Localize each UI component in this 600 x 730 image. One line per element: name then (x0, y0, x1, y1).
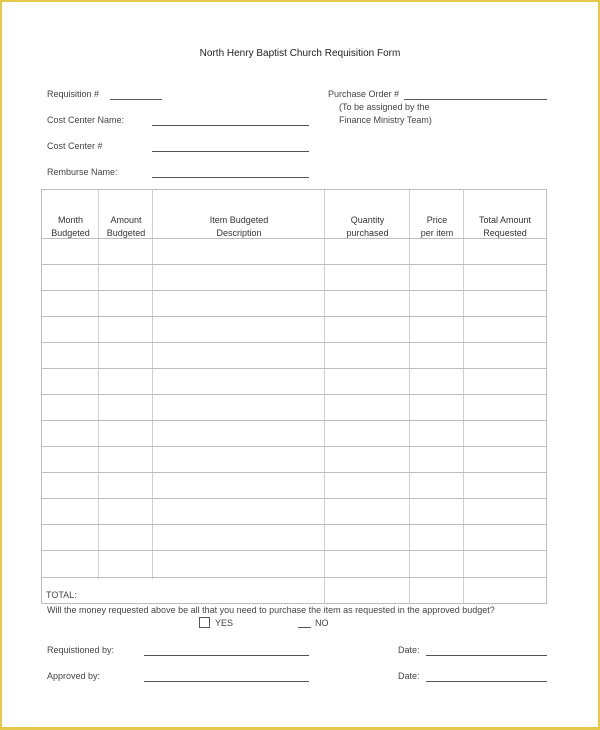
purchase-order-label: Purchase Order # (328, 89, 400, 99)
reimburse-name-field[interactable] (152, 177, 309, 178)
row-divider (42, 316, 546, 317)
row-divider (42, 446, 546, 447)
column-header-description: Item Budgeted Description (209, 215, 269, 238)
purchase-order-field[interactable] (404, 99, 547, 100)
column-header-month: Month Budgeted (51, 215, 90, 238)
row-divider (42, 290, 546, 291)
row-divider (42, 342, 546, 343)
column-divider (98, 190, 99, 579)
column-header-price: Price per item (420, 215, 454, 238)
cost-center-number-field[interactable] (152, 151, 309, 152)
column-header-amount: Amount Budgeted (106, 215, 146, 238)
row-divider (42, 420, 546, 421)
yes-label: YES (215, 618, 234, 628)
no-label: NO (315, 618, 329, 628)
column-header-quantity: Quantity purchased (346, 215, 389, 238)
row-divider (42, 498, 546, 499)
date-label-1: Date: (398, 645, 420, 655)
no-checkbox[interactable] (298, 627, 311, 628)
yes-checkbox[interactable] (199, 617, 210, 628)
cost-center-name-field[interactable] (152, 125, 309, 126)
row-divider (42, 524, 546, 525)
row-divider (42, 550, 546, 551)
requisitioned-by-label: Requistioned by: (47, 645, 115, 655)
purchase-order-note-2: Finance Ministry Team) (339, 115, 432, 125)
reimburse-name-label: Remburse Name: (47, 167, 118, 177)
column-divider (409, 190, 410, 603)
column-divider (463, 190, 464, 603)
requisition-table (41, 189, 547, 604)
requisitioned-by-field[interactable] (144, 655, 309, 656)
form-title: North Henry Baptist Church Requisition Form (199, 48, 401, 59)
column-divider (324, 190, 325, 603)
purchase-order-note-1: (To be assigned by the (339, 102, 430, 112)
total-label: TOTAL: (46, 590, 77, 600)
column-divider (152, 190, 153, 579)
column-header-total: Total Amount Requested (478, 215, 532, 238)
row-divider (42, 577, 546, 578)
approved-by-field[interactable] (144, 681, 309, 682)
cost-center-number-label: Cost Center # (47, 141, 103, 151)
date-field-2[interactable] (426, 681, 547, 682)
budget-question: Will the money requested above be all that you need to purchase the item as requested in the approved budget? (47, 605, 495, 615)
cost-center-name-label: Cost Center Name: (47, 115, 125, 125)
requisition-field[interactable] (110, 99, 162, 100)
requisition-label: Requisition # (47, 89, 100, 99)
row-divider (42, 368, 546, 369)
date-label-2: Date: (398, 671, 420, 681)
row-divider (42, 394, 546, 395)
date-field-1[interactable] (426, 655, 547, 656)
row-divider (42, 238, 546, 239)
approved-by-label: Approved by: (47, 671, 101, 681)
row-divider (42, 264, 546, 265)
row-divider (42, 472, 546, 473)
